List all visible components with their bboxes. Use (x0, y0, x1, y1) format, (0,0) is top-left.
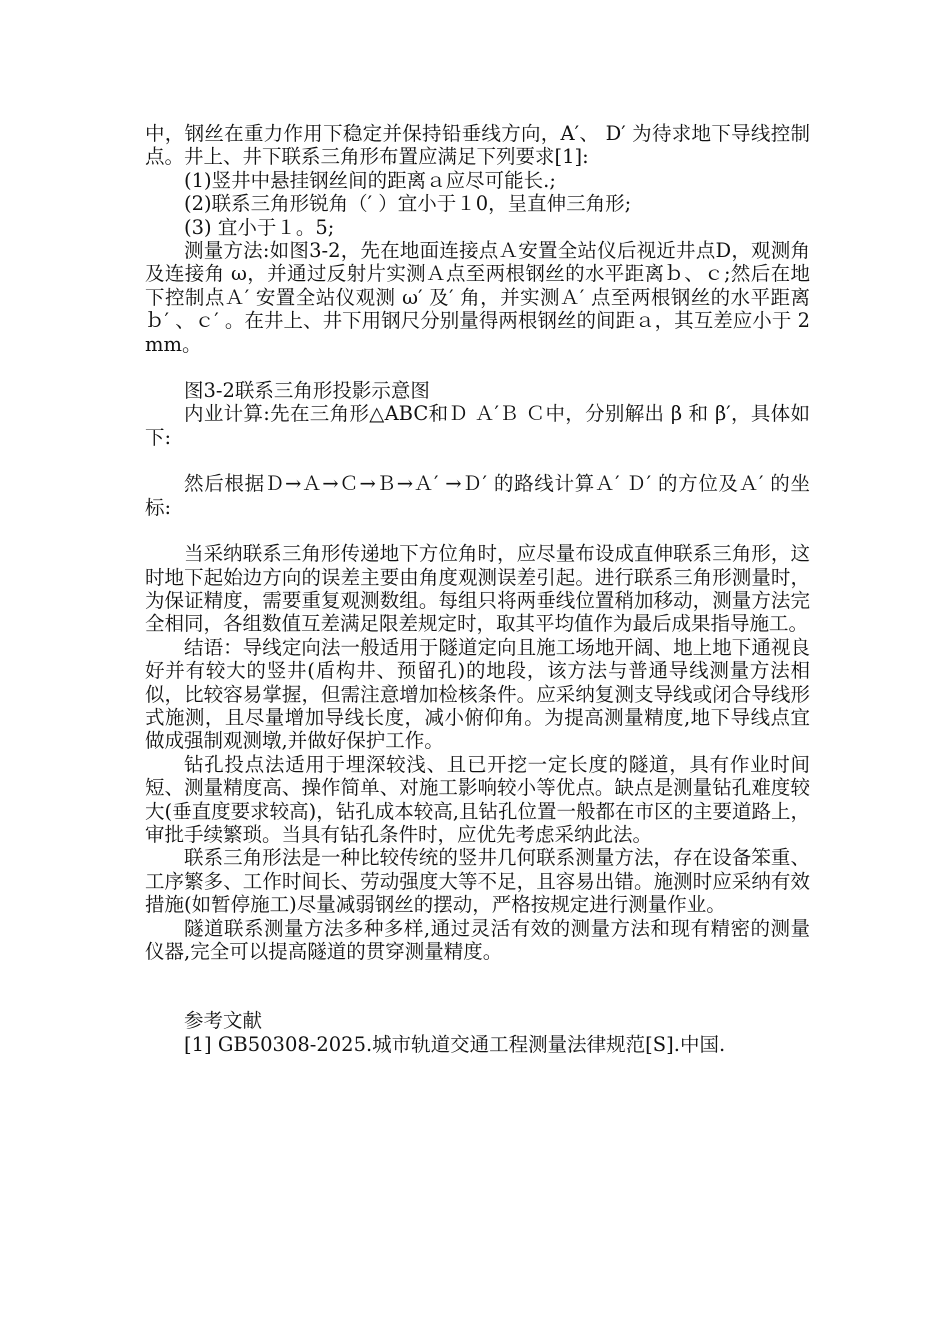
spacer (145, 963, 810, 1009)
paragraph-calculation: 内业计算:先在三角形△ABC和Ｄ Ａ′Ｂ Ｃ中，分别解出 β 和 β′，具体如下: (145, 402, 810, 449)
paragraph-straight-triangle: 当采纳联系三角形传递地下方位角时，应尽量布设成直伸联系三角形，这时地下起始边方向的误差主要由角度观测误差引起。进行联系三角形测量时，为保证精度，需要重复观测数组。每组只将两垂线位置稍加移动，测量方法完全相同，各组数值互差满足限差规定时，取其平均值作为最后成果指导施工。 (145, 542, 810, 636)
requirement-1: (1)竖井中悬挂钢丝间的距离ａ应尽可能长.; (184, 168, 556, 192)
paragraph-intro: 中，钢丝在重力作用下稳定并保持铅垂线方向，A′、 D′ 为待求地下导线控制点。井上、井下联系三角形布置应满足下列要求[1]: (145, 122, 810, 169)
paragraph-triangle-method: 联系三角形法是一种比较传统的竖井几何联系测量方法，存在设备笨重、工序繁多、工作时间长、劳动强度大等不足，且容易出错。施测时应采纳有效措施(如暂停施工)尽量减弱钢丝的摆动，严格按规定进行测量作业。 (145, 846, 810, 917)
paragraph-route: 然后根据Ｄ→Ａ→Ｃ→Ｂ→Ａ′ →Ｄ′ 的路线计算Ａ′ Ｄ′ 的方位及Ａ′ 的坐标: (145, 472, 810, 519)
paragraph-conclusion: 结语：导线定向法一般适用于隧道定向且施工场地开阔、地上地下通视良好并有较大的竖井(盾构井、预留孔)的地段，该方法与普通导线测量方法相似，比较容易掌握，但需注意增加检核条件。应采纳复测支导线或闭合导线形式施测，且尽量增加导线长度，减小俯仰角。为提高测量精度,地下导线点宜做成强制观测墩,并做好保护工作。 (145, 635, 810, 753)
requirement-2: (2)联系三角形锐角（′ ）宜小于１0，呈直伸三角形; (184, 192, 632, 216)
spacer (145, 449, 810, 472)
figure-caption: 图3-2联系三角形投影示意图 (184, 379, 430, 403)
references-heading: 参考文献 (184, 1009, 263, 1033)
paragraph-summary: 隧道联系测量方法多种多样,通过灵活有效的测量方法和现有精密的测量仪器,完全可以提高隧道的贯穿测量精度。 (145, 916, 810, 963)
paragraph-drilling-method: 钻孔投点法适用于埋深较浅、且已开挖一定长度的隧道，具有作业时间短、测量精度高、操作简单、对施工影响较小等优点。缺点是测量钻孔难度较大(垂直度要求较高)，钻孔成本较高,且钻孔位置一般都在市区的主要道路上，审批手续繁琐。当具有钻孔条件时，应优先考虑采纳此法。 (145, 752, 810, 846)
paragraph-measurement-method: 测量方法:如图3-2，先在地面连接点Ａ安置全站仪后视近井点D，观测角及连接角 ω，并通过反射片实测Ａ点至两根钢丝的水平距离ｂ、ｃ;然后在地下控制点Ａ′ 安置全站仪观测 ω′ 及′ 角，并实测Ａ′ 点至两根钢丝的水平距离ｂ′ 、ｃ′ 。在井上、井下用钢尺分别量得两根钢丝的间距ａ，其互差应小于 2mm。 (145, 239, 810, 356)
reference-item-1: [1] GB50308-2025.城市轨道交通工程测量法律规范[S].中国. (184, 1032, 726, 1056)
document-page (145, 122, 810, 1056)
spacer (145, 519, 810, 542)
requirement-3: (3) 宜小于１。5; (184, 215, 335, 239)
spacer (145, 356, 810, 379)
